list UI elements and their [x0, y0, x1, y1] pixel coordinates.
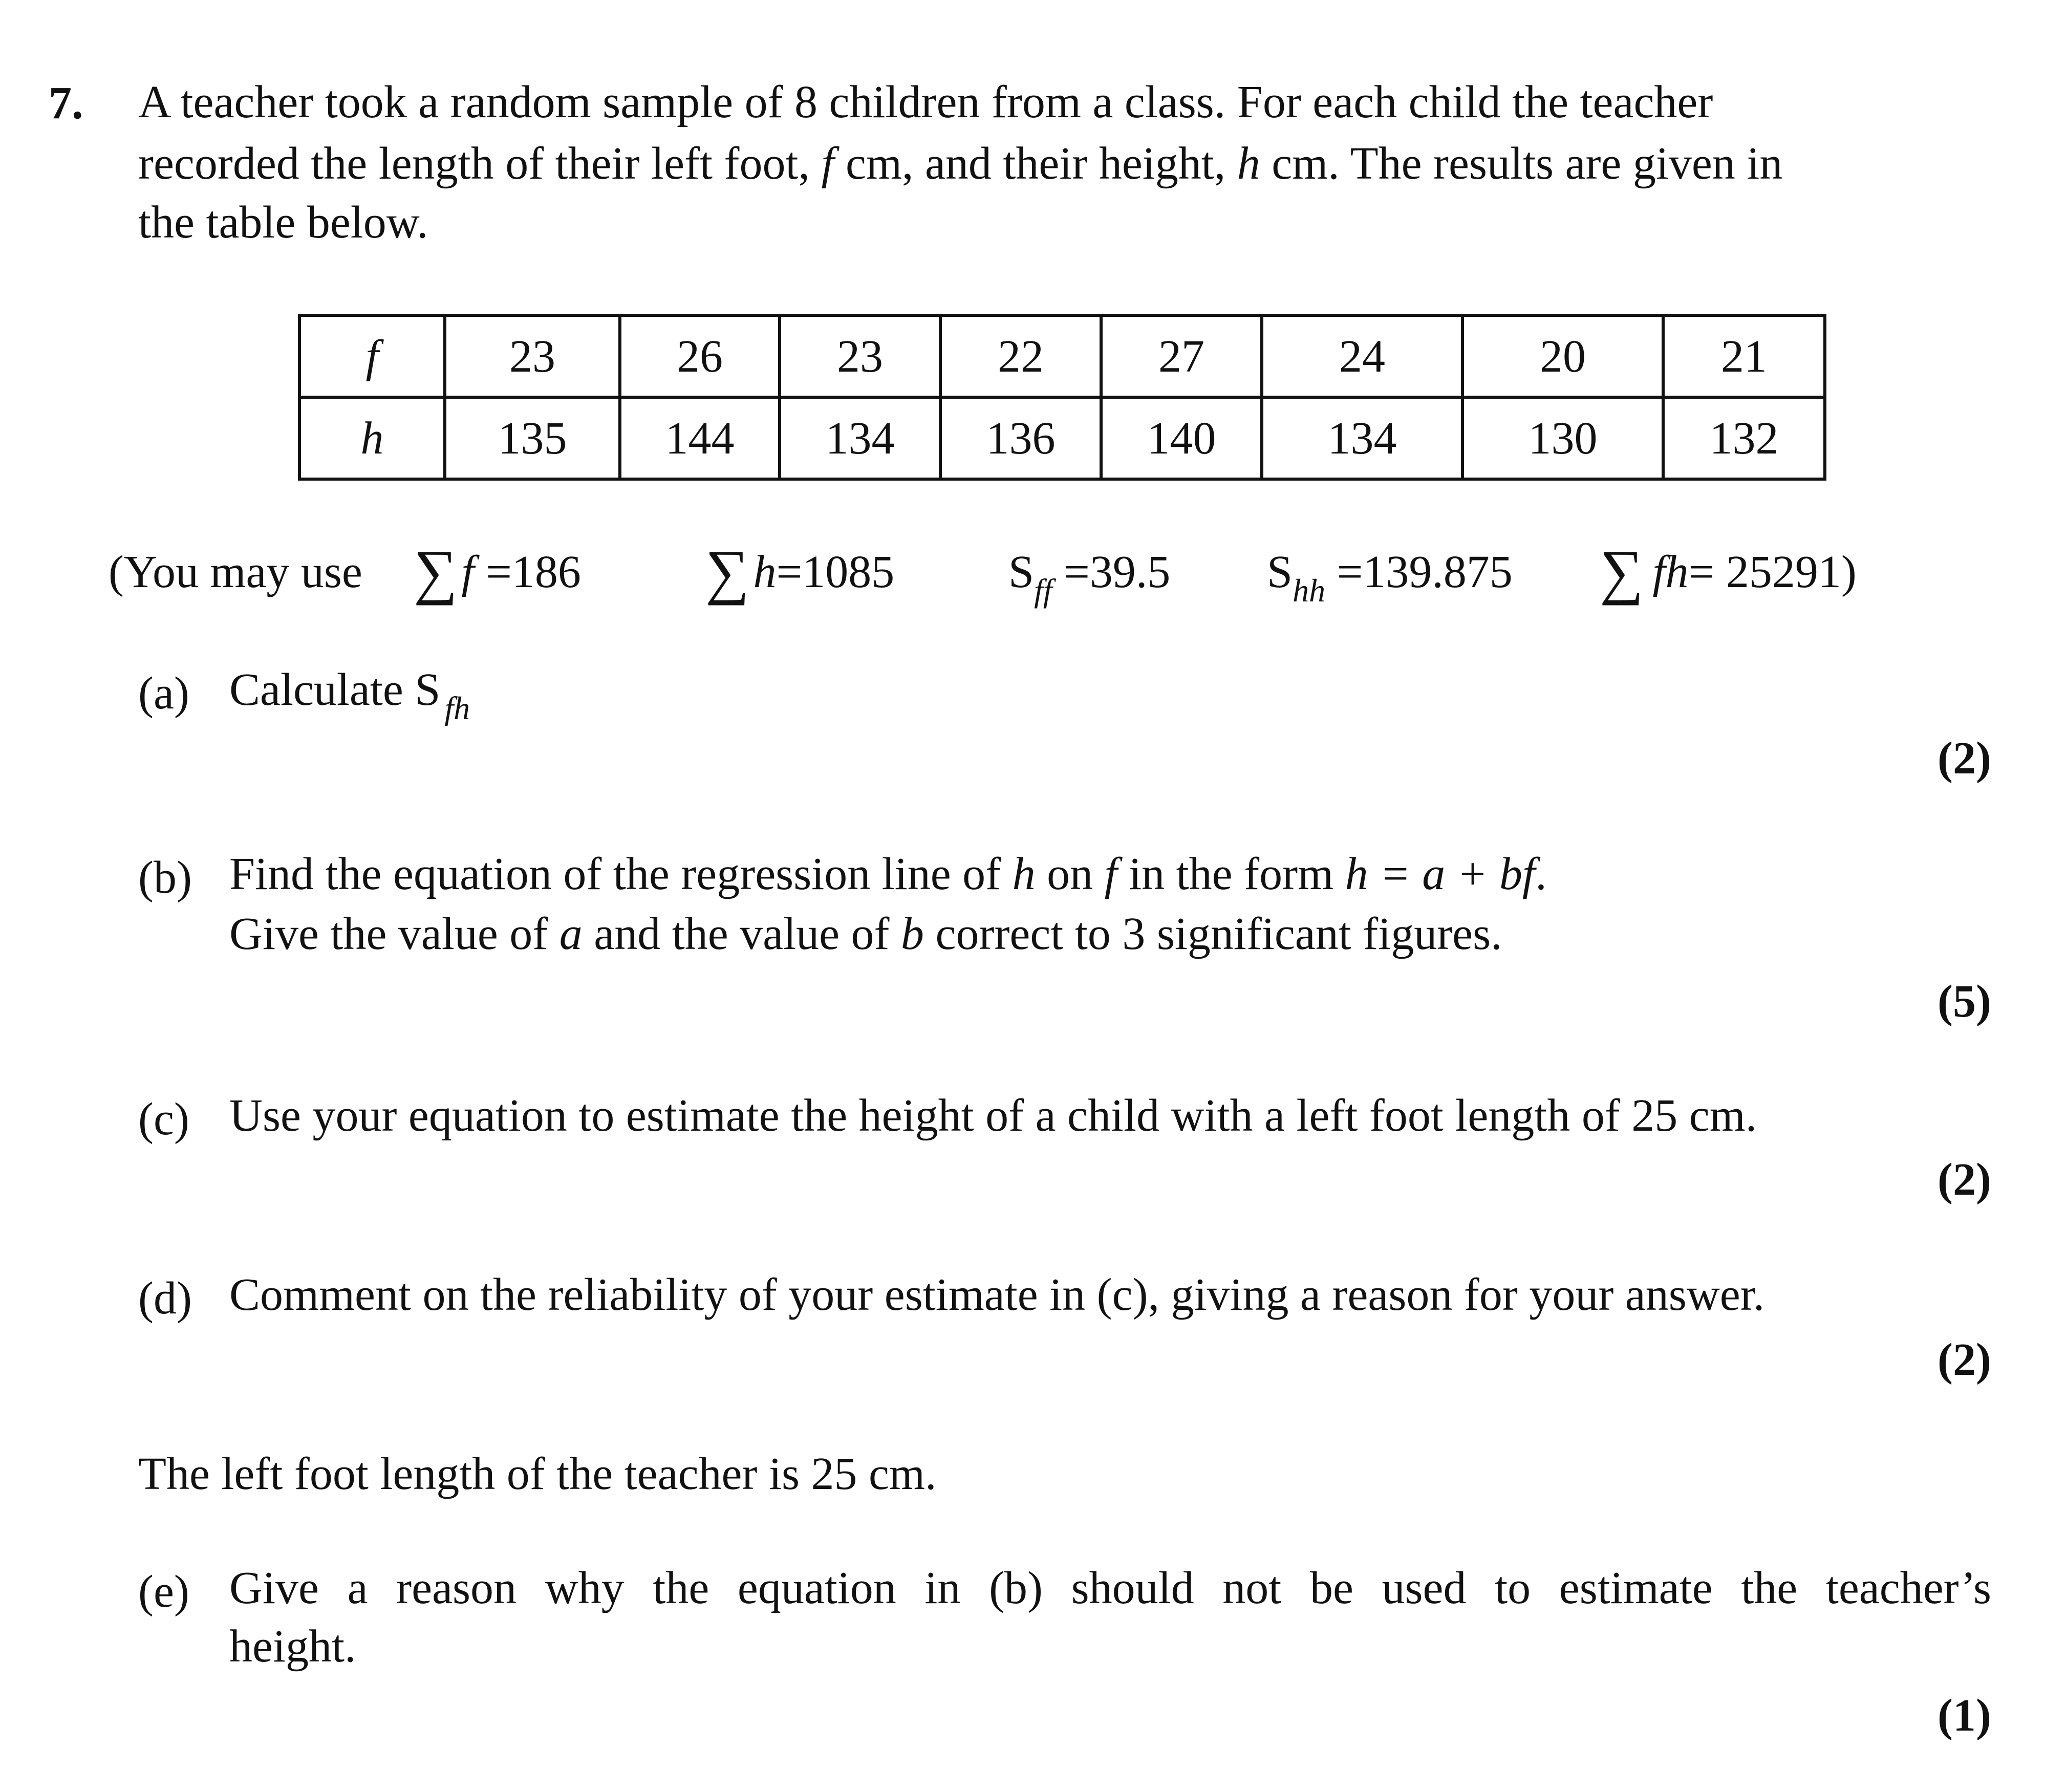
sum-h-value: =1085 [776, 547, 895, 597]
part-b-marks: (5) [1938, 976, 1991, 1027]
var-h: h [1237, 138, 1260, 189]
question-number: 7. [49, 78, 83, 128]
intro-line-1 [138, 72, 1991, 133]
row-label-h: h [299, 397, 445, 479]
part-e-line-1: Give a reason why the equation in (b) should not be used to estimate the teacher’s [229, 1563, 1991, 1613]
intro-text-a: recorded the length of their left foot, [138, 138, 822, 189]
table-cell: 140 [1101, 397, 1262, 479]
table-cell: 23 [445, 315, 620, 397]
s-ff [1008, 549, 1170, 607]
sigma-icon: ∑ [1600, 537, 1644, 606]
var-a: a [559, 909, 583, 959]
intro-line-1-text: A teacher took a random sample of 8 children from a class. For each child the teacher [138, 77, 1713, 127]
s-ff-value: =39.5 [1052, 547, 1171, 597]
table-cell: 134 [1262, 397, 1462, 479]
sum-f [414, 537, 581, 606]
intro-text-c: cm. The results are given in [1260, 138, 1783, 189]
part-e-marks: (1) [1938, 1690, 1991, 1741]
part-c-marks: (2) [1938, 1154, 1991, 1205]
row-label-f: f [299, 315, 445, 397]
table-cell: 26 [620, 315, 780, 397]
table-cell: 20 [1462, 315, 1663, 397]
sum-h [705, 537, 895, 606]
var-fh: fh [1652, 547, 1689, 597]
s-hh-subscript: hh [1293, 572, 1326, 609]
var-f: f [461, 547, 475, 597]
part-b-text-4: . [1535, 849, 1547, 899]
var-h: h [753, 547, 777, 597]
part-b-line-1 [229, 851, 1547, 897]
part-b-text-6: and the value of [582, 909, 901, 959]
part-b-text-1: Find the equation of the regression line of [229, 849, 1013, 899]
table-cell: 132 [1663, 397, 1825, 479]
intro-line-2 [138, 133, 1991, 195]
intro-text-b: cm, and their height, [834, 138, 1237, 189]
part-b-text-2: on [1035, 849, 1105, 899]
table-cell: 144 [620, 397, 780, 479]
part-e-line-2: height. [229, 1621, 356, 1672]
table-cell: 21 [1663, 315, 1825, 397]
table-row-h [299, 397, 1825, 479]
part-e-label: (e) [138, 1566, 189, 1617]
part-a-marks: (2) [1938, 733, 1991, 784]
part-b-line-2 [229, 911, 1502, 957]
part-a-text [229, 664, 470, 726]
part-b-text-7: correct to 3 significant figures. [924, 909, 1502, 959]
sum-f-value: =186 [474, 547, 581, 597]
data-table [298, 314, 1826, 481]
part-c-text: Use your equation to estimate the height of a child with a left foot length of 25 cm. [229, 1090, 1757, 1141]
teacher-statement: The left foot length of the teacher is 25 cm. [138, 1449, 937, 1499]
table-row-f [299, 315, 1825, 397]
part-d-marks: (2) [1938, 1334, 1991, 1385]
part-b-text-5: Give the value of [229, 909, 559, 959]
table-cell: 136 [940, 397, 1101, 479]
s-symbol: S [1008, 547, 1035, 597]
part-a-main: Calculate S [229, 664, 441, 715]
var-h: h [1012, 849, 1036, 899]
var-f: f [1104, 849, 1117, 899]
table-cell: 130 [1462, 397, 1663, 479]
sigma-icon: ∑ [414, 537, 458, 606]
intro-line-3: the table below. [138, 197, 428, 248]
s-fh-subscript: fh [444, 690, 470, 726]
s-symbol: S [1267, 547, 1293, 597]
table-cell: 135 [445, 397, 620, 479]
s-ff-subscript: ff [1034, 572, 1052, 609]
table-cell: 134 [780, 397, 940, 479]
sum-fh [1600, 537, 1857, 606]
part-b-text-3: in the form [1117, 849, 1345, 899]
table-cell: 22 [940, 315, 1101, 397]
var-b: b [901, 909, 924, 959]
table-cell: 27 [1101, 315, 1262, 397]
table-cell: 24 [1262, 315, 1462, 397]
regression-equation: h = a + bf [1345, 849, 1536, 899]
s-hh [1267, 549, 1513, 607]
part-d-label: (d) [138, 1273, 192, 1324]
var-f: f [821, 138, 834, 189]
sigma-icon: ∑ [705, 537, 749, 606]
part-a-label: (a) [138, 668, 189, 719]
part-d-text: Comment on the reliability of your estimate in (c), giving a reason for your answer. [229, 1269, 1765, 1320]
table-cell: 23 [780, 315, 940, 397]
part-c-label: (c) [138, 1094, 189, 1145]
summary-open: (You may use [109, 547, 362, 597]
part-b-label: (b) [138, 852, 192, 903]
sum-fh-value: = 25291) [1688, 547, 1857, 597]
s-hh-value: =139.875 [1325, 547, 1513, 597]
